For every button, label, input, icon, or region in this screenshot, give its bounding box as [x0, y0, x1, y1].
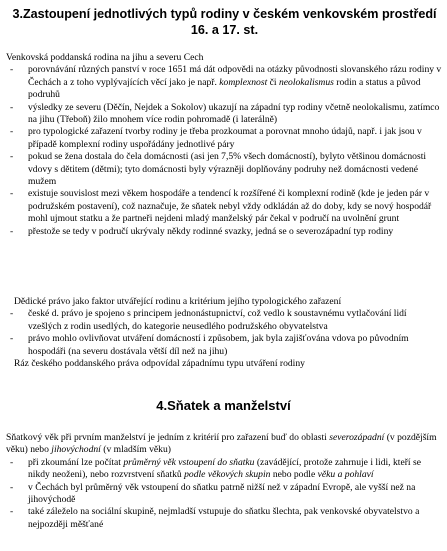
inheritance-law-section	[6, 296, 442, 370]
list-item: - v Čechách byl průměrný věk vstoupení do sňatku patrně nižší než v západní Evropě, ale vyšší než na jihovýchodě	[6, 482, 442, 507]
list-item: - porovnávání různých panství v roce 1651 má dát odpovědi na otázky původnosti slovanského rázu rodiny v Čechách a z toho vyplývajících věcí jako je např. komplexnost či neolokalismus rodin a status a původ podruhů	[6, 64, 442, 101]
section-3-heading: 3.Zastoupení jednotlivých typů rodiny v českém venkovském prostředí 16. a 17. st.	[12, 7, 437, 37]
section-4-heading: 4.Sňatek a manželství	[156, 398, 291, 413]
list-item: - pokud se žena dostala do čela domácnosti (asi jen 7,5% všech domácností), bylyto většinou domácnosti vdovy s dětitem (dětmi); tyto domácnosti byly výrazněji doplňovány podruhy než domácnosti vedené mužem	[6, 151, 442, 188]
list-item: - české d. právo je spojeno s principem jednonástupnictví, což vedlo k soustavnému vytlačování lidí vzešlých z rodin usedlých, do kategorie neusedlého podružského obyvatelstva	[6, 308, 442, 333]
section-3-body	[6, 52, 442, 238]
paragraph-conclusion: Ráz českého poddanského práva odpovídal západnímu typu utváření rodiny	[14, 358, 305, 370]
list-item: - právo mohlo ovlivňovat utváření domácností i způsobem, jak byla zajišťována vdova po původním hospodáři (na severu dostávala větší díl než na jihu)	[6, 333, 442, 358]
list-item: - také záleželo na sociální skupině, nejmladší vstupuje do sňatku šlechta, pak venkovské obyvatelstvo a nejpozději měšťané	[6, 506, 442, 531]
section-4-body	[6, 432, 442, 531]
paragraph-intro: Sňatkový věk při prvním manželství je jedním z kritérií pro zařazení buď do oblasti severozápadní (v pozdějším věku) nebo jihovýchodní (v mladším věku)	[6, 432, 437, 456]
paragraph-intro: Venkovská poddanská rodina na jihu a severu Cech	[6, 52, 204, 63]
list-item: - přestože se tedy v područí ukrývaly někdy rodinné svazky, jedná se o severozápadní typ rodiny	[6, 226, 442, 238]
list-item: - při zkoumání lze počítat průměrný věk vstoupení do sňatku (zavádějící, protože zahrnuje i lidi, kteří se nikdy neoženi), nebo rozvrstvení sňatků podle věkových skupin nebo podle věku a pohlaví	[6, 457, 442, 482]
bullet-list	[6, 308, 442, 358]
bullet-list	[6, 457, 442, 531]
paragraph-intro: Dědické právo jako faktor utvářející rodinu a kritérium jejího typologického zařazení	[14, 296, 342, 307]
list-item: - výsledky ze severu (Děčín, Nejdek a Sokolov) ukazují na západní typ rodiny včetně neolokalismu, zatímco na jihu (Třeboň) žilo mnohem více rodin pohromadě (i laterálně)	[6, 102, 442, 127]
list-item: - pro typologické zařazení tvorby rodiny je třeba prozkoumat a porovnat mnoho údajů, např. i jak jsou v případě komplexní rodiny uspořádány jednotlivé páry	[6, 126, 442, 151]
list-item: - existuje souvislost mezi věkem hospodáře a tendencí k rozšířené či komplexní rodině (kde je jeden pár v podružském postavení), což naznačuje, že sňatek nebyl vždy odkládán až do doby, kdy se nový hospodář mohl ujmout statku a že partneři nejdeni mladý manželský pár čekal v područí na uvolnění grunt	[6, 188, 442, 225]
bullet-list	[6, 64, 442, 238]
